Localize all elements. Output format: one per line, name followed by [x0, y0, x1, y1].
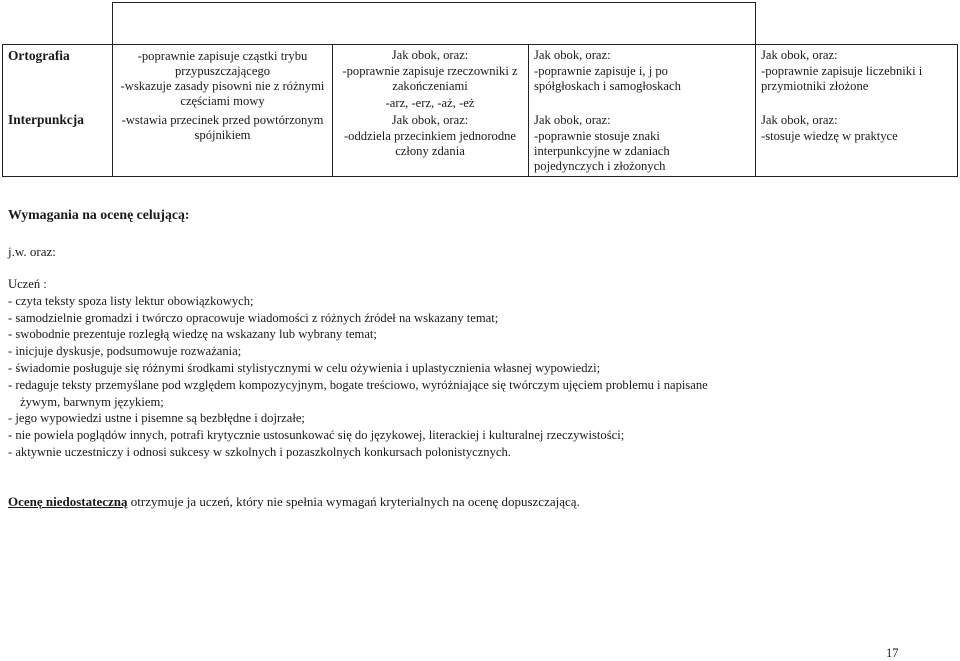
col2-item: -poprawnie zapisuje rzeczowniki z zakończeniami	[342, 64, 518, 93]
list-item: - nie powiela poglądów innych, potrafi krytycznie ustosunkować się do językowej, literackiej i kulturalnej rzeczywistości;	[8, 428, 625, 443]
section-title: Wymagania na ocenę celującą:	[8, 207, 190, 222]
requirements-list	[8, 276, 953, 461]
col3-item: -poprawnie stosuje znaki interpunkcyjne w zdaniach pojedynczych i złożonych	[534, 129, 670, 173]
col1-item: -wskazuje zasady pisowni nie z różnymi częściami mowy	[120, 79, 325, 108]
footer-note	[8, 494, 580, 510]
col2-item: -oddziela przecinkiem jednorodne człony zdania	[343, 129, 517, 158]
page-number: 17	[886, 646, 899, 660]
footer-bold: Ocenę niedostateczną	[8, 494, 128, 509]
list-item: - redaguje teksty przemyślane pod względem kompozycyjnym, bogate treściowo, wyróżniające się twórczym ujęciem problemu i napisane	[8, 377, 708, 392]
col2-item: Jak obok, oraz:	[391, 113, 469, 127]
col3-item: -poprawnie zapisuje i, j po spółgłoskach i samogłoskach	[534, 64, 681, 93]
jw-label: j.w. oraz:	[8, 244, 56, 259]
col2-item: Jak obok, oraz:	[391, 48, 469, 62]
col3-item: Jak obok, oraz:	[534, 113, 611, 127]
list-item: - swobodnie prezentuje rozległą wiedzę na wskazany lub wybrany temat;	[8, 327, 377, 342]
col3-item: Jak obok, oraz:	[534, 48, 611, 62]
col4-item: -poprawnie zapisuje liczebniki i przymiotniki złożone	[761, 64, 923, 93]
list-item: - jego wypowiedzi ustne i pisemne są bezbłędne i dojrzałe;	[8, 411, 305, 426]
col4-item: Jak obok, oraz:	[761, 113, 838, 127]
col1-item: -wstawia przecinek przed powtórzonym spójnikiem	[121, 113, 324, 142]
row-header-interpunkcja: Interpunkcja	[8, 112, 84, 127]
col1-item: -poprawnie zapisuje cząstki trybu przypuszczającego	[137, 49, 308, 78]
col2-item: -arz, -erz, -aż, -eż	[385, 96, 475, 110]
footer-rest: otrzymuje ja uczeń, który nie spełnia wymagań kryterialnych na ocenę dopuszczającą.	[127, 494, 580, 509]
row-header-ortografia: Ortografia	[8, 48, 70, 63]
list-item: - inicjuje dyskusje, podsumowuje rozważania;	[8, 344, 242, 359]
col4-item: -stosuje wiedzę w praktyce	[761, 129, 898, 143]
list-item: - świadomie posługuje się różnymi środkami stylistycznymi w celu ożywienia i uplastycznienia własnej wypowiedzi;	[8, 360, 601, 375]
list-item: - samodzielnie gromadzi i twórczo opracowuje wiadomości z różnych źródeł na wskazany temat;	[8, 310, 499, 325]
col4-item: Jak obok, oraz:	[761, 48, 838, 62]
list-item: - czyta teksty spoza listy lektur obowiązkowych;	[8, 293, 254, 308]
list-item: żywym, barwnym językiem;	[20, 394, 164, 409]
list-item: - aktywnie uczestniczy i odnosi sukcesy w szkolnych i pozaszkolnych konkursach polonistycznych.	[8, 444, 511, 459]
student-label: Uczeń :	[8, 277, 47, 291]
